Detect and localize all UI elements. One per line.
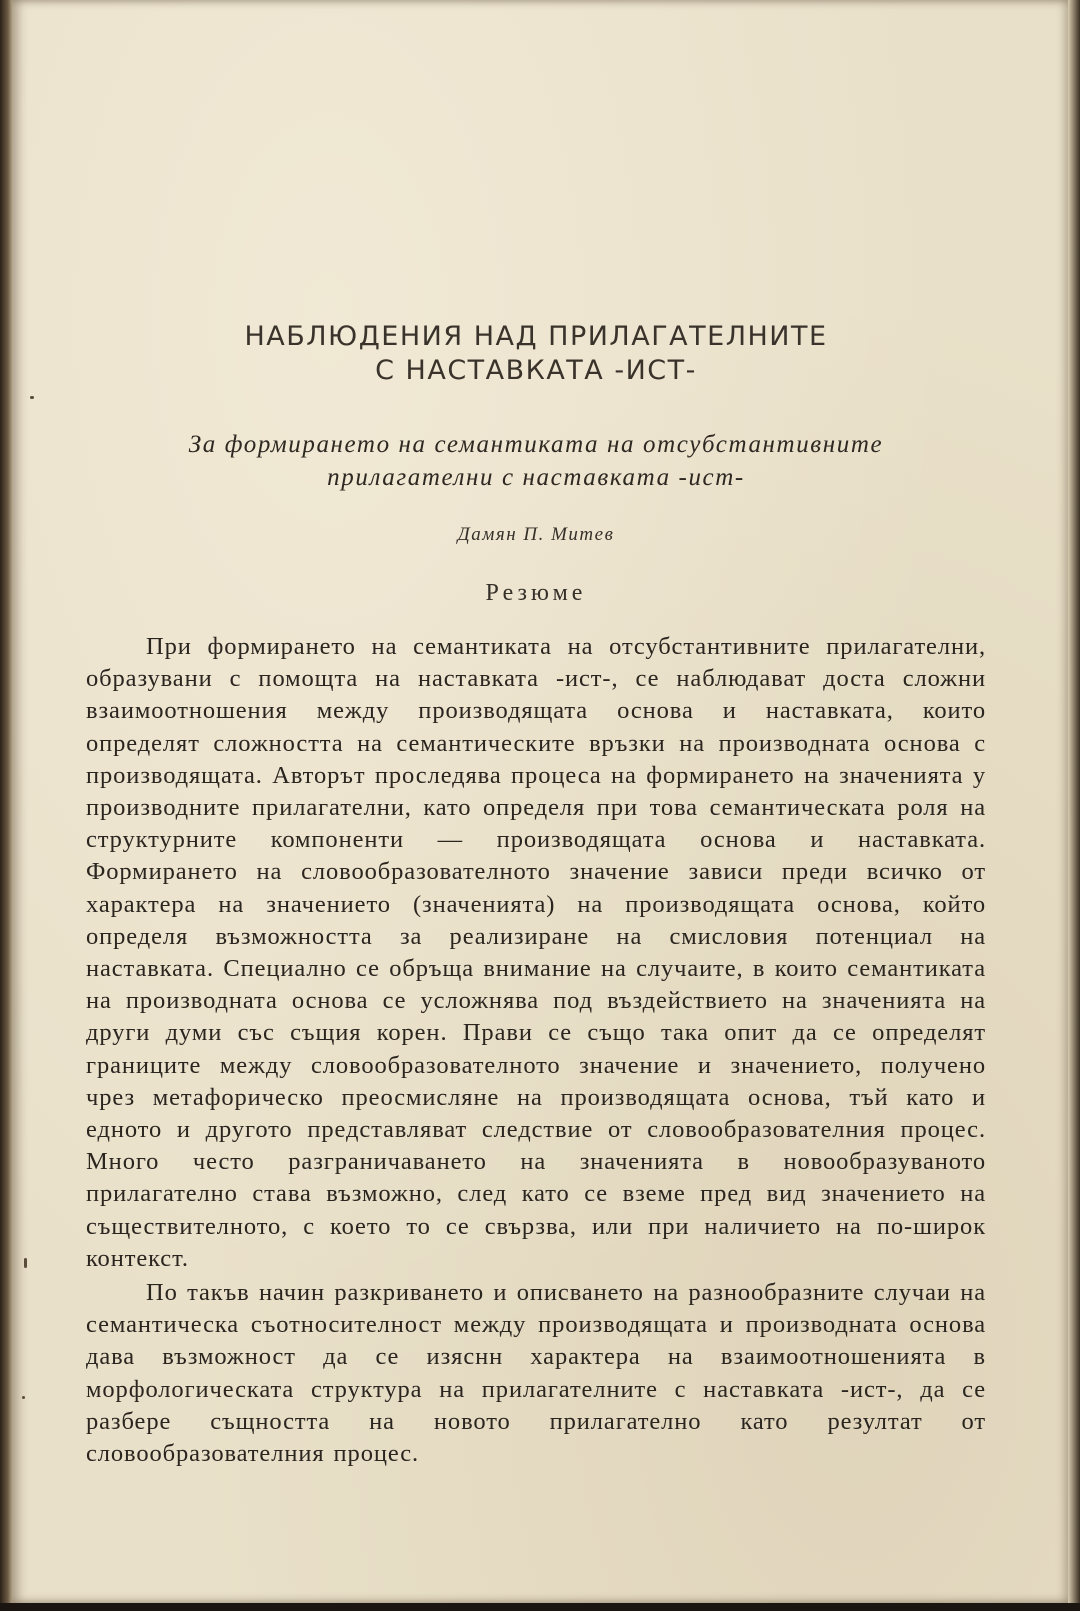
section-heading-resume: Резюме — [485, 580, 587, 606]
author-name: Дамян П. Митев — [457, 524, 615, 545]
summary-paragraph-1: При формирането на семантиката на отсубстантивните прилагателни, образувани с помощта на наставката -ист-, се наблюдават доста сложни взаимоотношения между производящата основа и наставката, които определят сложността на семантическите връзки на производната основа с производящата. Авторът проследява процеса на формирането на значенията у производните прилагателни, като определя при това семантическата роля на структурните компоненти — производящата основа и наставката. Формирането на словообразователното значение зависи преди всичко от характера на значението (значенията) на производящата основа, който определя възможността за реализиране на смисловия потенциал на наставката. Специално се обръща внимание на случаите, в които семантиката на производната основа се усложнява под въздействието на значенията на други думи със същия корен. Прави се също така опит да се определят границите между словообразователното значение и значението, получено чрез метафорическо преосмисляне на производящата основа, тъй като и едното и другото представляват следствие от словообразователния процес. Много често разграничаването на значенията в новообразуваното прилагателно става възможно, след като се вземе пред вид значението на съществителното, с което то се свързва, или при наличието на по-широк контекст. — [86, 633, 986, 1272]
article-body — [86, 320, 986, 1470]
margin-speck — [22, 1396, 25, 1399]
margin-speck — [24, 1258, 27, 1268]
article-subtitle — [86, 428, 986, 494]
title-line-2: С НАСТАВКАТА -ИСТ- — [375, 355, 697, 386]
summary-paragraph-2: По такъв начин разкриването и описването на разнообразните случаи на семантическа съотносителност между производящата и производната основа дава възможност да се изяснн характера на взаимоотношенията в морфологическата структура на прилагателните с наставката -ист-, да се разбере същността на новото прилагателно като резултат от словообразователния процес. — [86, 1279, 986, 1468]
article-title — [86, 320, 986, 388]
page-right-edge — [1068, 0, 1080, 1611]
page-bottom-edge — [0, 1603, 1080, 1611]
title-line-1: НАБЛЮДЕНИЯ НАД ПРИЛАГАТЕЛНИТЕ — [244, 321, 828, 352]
margin-speck — [30, 396, 34, 399]
subtitle-line-2: прилагателни с наставката -ист- — [327, 464, 745, 491]
subtitle-line-1: За формирането на семантиката на отсубстантивните — [188, 431, 884, 458]
